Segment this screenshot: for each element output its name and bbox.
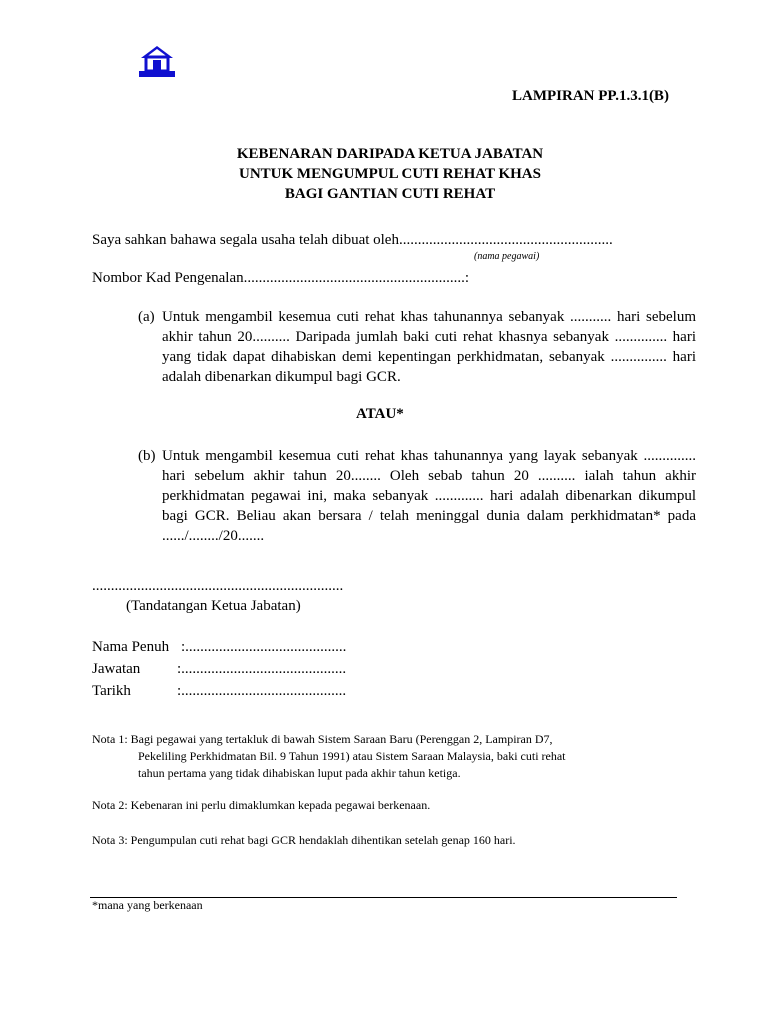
option-a-text: Untuk mengambil kesemua cuti rehat khas tahunannya sebanyak ........... hari sebelum akhir tahun 20.......... Daripada jumlah baki cuti rehat khasnya sebanyak .............. hari yang tidak dapat dihabiskan demi kepentingan perkhidmatan, sebanyak ............... hari adalah dibenarkan dikumpul bagi GCR. bbox=[162, 309, 696, 385]
note-3: Nota 3: Pengumpulan cuti rehat bagi GCR hendaklah dihentikan setelah genap 160 hari. bbox=[92, 833, 516, 847]
option-b-text: Untuk mengambil kesemua cuti rehat khas tahunannya yang layak sebanyak .............. hari sebelum akhir tahun 20........ Oleh sebab tahun 20 .......... ialah tahun akhir perkhidmatan pegawai ini, maka sebanyak ............. hari adalah dibenarkan dikumpul bagi GCR. Beliau akan bersara / telah meninggal dunia dalam perkhidmatan* pada ....../......../20....... bbox=[162, 448, 696, 544]
note-2: Nota 2: Kebenaran ini perlu dimaklumkan kepada pegawai berkenaan. bbox=[92, 798, 431, 812]
title-line-1: KEBENARAN DARIPADA KETUA JABATAN bbox=[236, 146, 544, 162]
certify-statement: Saya sahkan bahawa segala usaha telah dibuat oleh......................................................... bbox=[92, 232, 613, 248]
option-b-label: (b) bbox=[138, 448, 156, 464]
note-1-line-2: Pekeliling Perkhidmatan Bil. 9 Tahun 1991) atau Sistem Saraan Malaysia, baki cuti rehat bbox=[138, 749, 566, 763]
post-label: Jawatan bbox=[92, 661, 141, 677]
name-label: Nama Penuh bbox=[92, 639, 170, 655]
signature-line: ................................................................... bbox=[92, 578, 344, 594]
option-a-label: (a) bbox=[138, 309, 155, 325]
officer-name-hint: (nama pegawai) bbox=[474, 251, 540, 262]
option-a bbox=[138, 307, 696, 387]
date-label: Tarikh bbox=[92, 683, 131, 699]
footnote: *mana yang berkenaan bbox=[92, 898, 203, 912]
or-divider: ATAU* bbox=[356, 406, 404, 422]
title-line-3: BAGI GANTIAN CUTI REHAT bbox=[284, 186, 496, 202]
note-1-line-1: Nota 1: Bagi pegawai yang tertakluk di bawah Sistem Saraan Baru (Perenggan 2, Lampiran D7, bbox=[92, 732, 553, 746]
signature-caption: (Tandatangan Ketua Jabatan) bbox=[126, 598, 301, 614]
note-1 bbox=[92, 731, 692, 782]
title-line-2: UNTUK MENGUMPUL CUTI REHAT KHAS bbox=[239, 166, 541, 182]
post-value: :............................................ bbox=[177, 661, 347, 677]
option-b bbox=[138, 446, 696, 546]
date-value: :............................................ bbox=[177, 683, 347, 699]
note-1-line-3: tahun pertama yang tidak dihabiskan luput pada akhir tahun ketiga. bbox=[138, 766, 461, 780]
name-value: :........................................... bbox=[181, 639, 347, 655]
reference-code: LAMPIRAN PP.1.3.1(B) bbox=[512, 88, 669, 104]
ic-number-field: Nombor Kad Pengenalan...........................................................: bbox=[92, 270, 470, 286]
house-emblem-icon bbox=[137, 44, 177, 78]
